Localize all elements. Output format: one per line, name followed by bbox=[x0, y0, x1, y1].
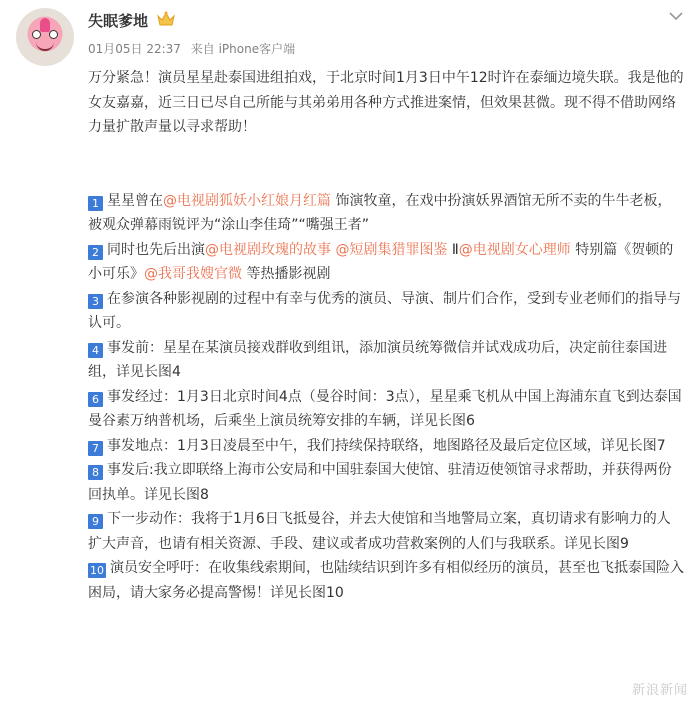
author-name[interactable]: 失眠爹地 bbox=[88, 12, 149, 30]
number-badge: 2 bbox=[88, 245, 103, 260]
item-text: 星星曾在 bbox=[107, 192, 163, 209]
item-text: 在参演各种影视剧的过程中有幸与优秀的演员、导演、制片们合作，受到专业老师们的指导与认可。 bbox=[88, 290, 681, 331]
post-item-1 bbox=[88, 189, 684, 238]
item-text: 事发前：星星在某演员接戏群收到组讯，添加演员统筹微信并试戏成功后，决定前往泰国进组，详见长图4 bbox=[88, 339, 667, 380]
item-text: 事发经过：1月3日北京时间4点（曼谷时间：3点），星星乘飞机从中国上海浦东直飞到达泰国曼谷素万纳普机场，后乘坐上演员统筹安排的车辆，详见长图6 bbox=[88, 388, 682, 429]
item-text: 饰演牧童，在戏中扮演妖界酒馆无所不卖的牛牛老板，被观众弹幕雨锐评为“涂山李佳琦”“嘴强王者” bbox=[88, 192, 672, 233]
mention-link[interactable]: @短剧集猎罪图鉴 bbox=[335, 241, 448, 258]
number-badge: 9 bbox=[88, 514, 103, 529]
post-item-3 bbox=[88, 287, 684, 336]
avatar-mouth bbox=[36, 42, 54, 51]
avatar-eye-left bbox=[32, 30, 41, 39]
number-badge: 4 bbox=[88, 343, 103, 358]
crown-icon bbox=[157, 11, 175, 27]
post-item-4 bbox=[88, 336, 684, 385]
post-item-2 bbox=[88, 238, 684, 287]
avatar-eye-right bbox=[49, 30, 58, 39]
item-text: 下一步动作：我将于1月6日飞抵曼谷，并去大使馆和当地警局立案，真切请求有影响力的人扩大声音，也请有相关资源、手段、建议或者成功营救案例的人们与我联系。详见长图9 bbox=[88, 511, 671, 552]
number-badge: 3 bbox=[88, 294, 103, 309]
post-date[interactable]: 01月05日 22:37 bbox=[88, 42, 181, 56]
chevron-down-icon[interactable] bbox=[668, 10, 684, 22]
post-source: 来自 iPhone客户端 bbox=[190, 42, 296, 56]
item-text: 特别篇《贺顿的小可乐》 bbox=[88, 241, 674, 282]
item-text: 演员安全呼吁：在收集线索期间，也陆续结识到许多有相似经历的演员，甚至也飞抵泰国险入困局，请大家务必提高警惕！详见长图10 bbox=[88, 560, 684, 601]
post-content bbox=[88, 66, 684, 605]
number-badge: 7 bbox=[88, 441, 103, 456]
post-item-10 bbox=[88, 556, 684, 605]
post-item-7 bbox=[88, 434, 684, 459]
item-text: 事发地点：1月3日凌晨至中午，我们持续保持联络，地图路径及最后定位区域，详见长图7 bbox=[107, 437, 666, 454]
item-text: Ⅱ bbox=[447, 241, 459, 258]
post-intro: 万分紧急！演员星星赴泰国进组拍戏，于北京时间1月3日中午12时许在泰缅边境失联。我是他的女友嘉嘉，近三日已尽自己所能与其弟弟用各种方式推进案情，但效果甚微。现不得不借助网络力量扩散声量以寻求帮助！ bbox=[88, 70, 684, 135]
post-item-8 bbox=[88, 458, 684, 507]
mention-link[interactable]: @电视剧玫瑰的故事 bbox=[205, 241, 331, 258]
item-text: 事发后:我立即联络上海市公安局和中国驻泰国大使馆、驻清迈使领馆寻求帮助，并获得两份回执单。详见长图8 bbox=[88, 462, 672, 503]
mention-link[interactable]: @我哥我嫂官微 bbox=[144, 266, 242, 282]
author-avatar[interactable] bbox=[16, 8, 74, 66]
item-text: 等热播影视剧 bbox=[242, 266, 331, 282]
number-badge: 6 bbox=[88, 392, 103, 407]
mention-link[interactable]: @电视剧女心理师 bbox=[458, 241, 571, 258]
post-item-6 bbox=[88, 385, 684, 434]
post-item-9 bbox=[88, 507, 684, 556]
watermark: 新浪新闻 bbox=[631, 683, 688, 698]
avatar-hat bbox=[40, 18, 50, 32]
number-badge: 1 bbox=[88, 196, 103, 211]
mention-link[interactable]: @电视剧狐妖小红娘月红篇 bbox=[163, 192, 331, 209]
number-badge: 8 bbox=[88, 465, 103, 480]
number-badge: 10 bbox=[90, 564, 104, 577]
post-meta bbox=[88, 40, 301, 57]
item-text: 同时也先后出演 bbox=[107, 241, 205, 258]
